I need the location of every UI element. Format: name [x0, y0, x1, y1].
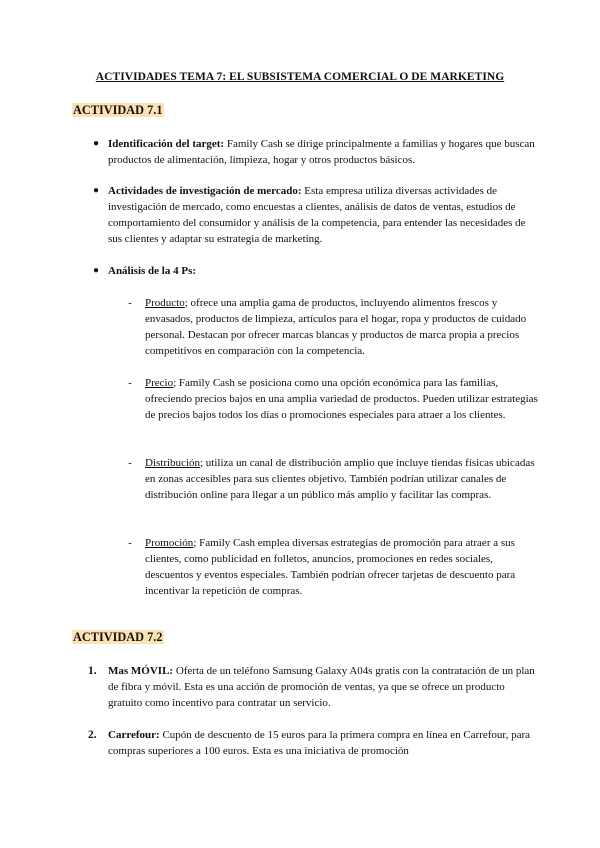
dash-icon: -	[128, 297, 132, 309]
dash-icon: -	[128, 537, 132, 549]
list-item-carrefour-label: Carrefour:	[108, 729, 160, 741]
p-precio	[128, 375, 538, 423]
bullet-dot-icon: ●	[92, 265, 100, 276]
bullet-market-research-text: Esta empresa utiliza diversas actividades de investigación de mercado, como encuestas a clientes, análisis de datos de ventas, estudios de comportamiento del consumidor y análisis de la competencia, para entender las necesidades de sus clientes y adaptar su estrategia de marketing.	[108, 185, 526, 245]
p-promocion	[128, 535, 538, 599]
list-item-masmovil	[88, 663, 540, 711]
p-precio-term: Precio	[145, 377, 174, 389]
bullet-market-research-label: Actividades de investigación de mercado:	[108, 185, 302, 197]
bullet-target-text: Family Cash se dirige principalmente a familias y hogares que buscan productos de alimentación, limpieza, hogar y otros productos básicos.	[108, 138, 535, 166]
list-number: 2.	[88, 729, 97, 741]
dash-icon: -	[128, 377, 132, 389]
list-number: 1.	[88, 665, 97, 677]
bullet-4ps	[92, 263, 538, 279]
bullet-target-label: Identificación del target:	[108, 138, 225, 150]
p-distribucion	[128, 455, 538, 503]
bullet-dot-icon: ●	[92, 138, 100, 149]
p-producto-text: ; ofrece una amplia gama de productos, incluyendo alimentos frescos y envasados, productos de limpieza, artículos para el hogar, ropa y productos de cuidado personal. Destacan por ofrecer marcas blancas y productos de marca propia a precios competitivos en comparación con la competencia.	[145, 297, 527, 357]
bullet-dot-icon: ●	[92, 185, 100, 196]
section-heading-7-1-text: ACTIVIDAD 7.1	[73, 103, 163, 117]
p-producto-term: Producto	[145, 297, 185, 309]
p-distribucion-text: ; utiliza un canal de distribución amplio que incluye tiendas físicas ubicadas en zonas accesibles para sus clientes objetivo. También podrían utilizar canales de distribución online para llegar a un público más amplio y facilitar las compras.	[145, 457, 535, 501]
document-title: ACTIVIDADES TEMA 7: EL SUBSISTEMA COMERCIAL O DE MARKETING	[95, 71, 505, 83]
list-item-carrefour-text: Cupón de descuento de 15 euros para la primera compra en línea en Carrefour, para compras superiores a 100 euros. Esta es una iniciativa de promoción	[108, 729, 531, 757]
section-heading-7-2	[72, 630, 164, 645]
section-heading-7-1	[72, 103, 164, 118]
list-item-masmovil-text: Oferta de un teléfono Samsung Galaxy A04s gratis con la contratación de un plan de fibra y móvil. Esta es una acción de promoción de ventas, ya que se ofrece un producto gratuito como incentivo para contratar un servicio.	[108, 665, 535, 709]
bullet-target	[92, 136, 538, 168]
p-promocion-term: Promoción	[145, 537, 194, 549]
p-precio-text: ; Family Cash se posiciona como una opción económica para las familias, ofreciendo precios bajos en una amplia variedad de productos. Pueden utilizar estrategias de precios bajos todos los días o promociones especiales para atraer a los clientes.	[145, 377, 538, 421]
bullet-market-research	[92, 183, 538, 247]
p-distribucion-term: Distribución	[145, 457, 200, 469]
dash-icon: -	[128, 457, 132, 469]
p-producto	[128, 295, 538, 359]
bullet-4ps-label: Análisis de la 4 Ps:	[108, 265, 197, 277]
list-item-masmovil-label: Mas MÓVIL:	[108, 665, 174, 677]
p-promocion-text: ; Family Cash emplea diversas estrategias de promoción para atraer a sus clientes, como publicidad en folletos, anuncios, promociones en redes sociales, descuentos y eventos especiales. También podrían ofrecer tarjetas de descuento para incentivar la repetición de compras.	[145, 537, 516, 597]
section-heading-7-2-text: ACTIVIDAD 7.2	[73, 630, 163, 644]
list-item-carrefour	[88, 727, 540, 759]
